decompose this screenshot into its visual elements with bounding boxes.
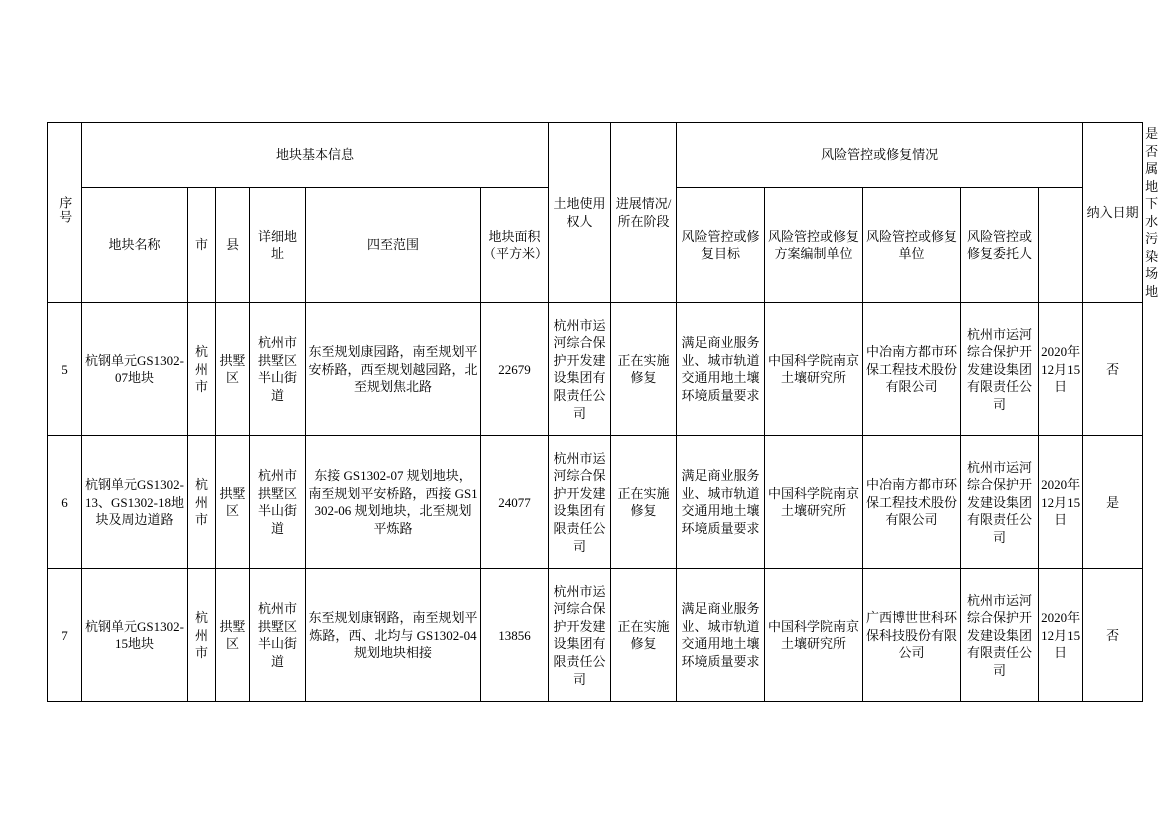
table-container [47,122,1159,702]
cell-goal: 满足商业服务业、城市轨道交通用地土壤环境质量要求 [677,569,765,702]
cell-boundary: 东至规划康园路，南至规划平安桥路，西至规划越园路，北至规划焦北路 [306,303,481,436]
table-row [48,303,1143,436]
cell-city: 杭州市 [188,436,216,569]
cell-repair-unit: 广西博世世科环保科技股份有限公司 [863,569,961,702]
cell-groundwater: 否 [1083,303,1143,436]
cell-index: 5 [48,303,82,436]
cell-goal: 满足商业服务业、城市轨道交通用地土壤环境质量要求 [677,436,765,569]
cell-client: 杭州市运河综合保护开发建设集团有限责任公司 [961,436,1039,569]
cell-plan-unit: 中国科学院南京土壤研究所 [765,436,863,569]
cell-client: 杭州市运河综合保护开发建设集团有限责任公司 [961,569,1039,702]
header-area: 地块面积（平方米） [481,187,549,303]
cell-plan-unit: 中国科学院南京土壤研究所 [765,569,863,702]
cell-area: 13856 [481,569,549,702]
cell-county: 拱墅区 [216,303,250,436]
cell-land-user: 杭州市运河综合保护开发建设集团有限责任公司 [549,303,611,436]
cell-index: 7 [48,569,82,702]
cell-land-user: 杭州市运河综合保护开发建设集团有限责任公司 [549,436,611,569]
cell-repair-unit: 中冶南方都市环保工程技术股份有限公司 [863,436,961,569]
cell-stage: 正在实施修复 [611,569,677,702]
cell-city: 杭州市 [188,303,216,436]
header-plot-name: 地块名称 [82,187,188,303]
cell-plot-name: 杭钢单元GS1302-07地块 [82,303,188,436]
cell-boundary: 东接 GS1302-07 规划地块，南至规划平安桥路，西接 GS1302-06 规划地块，北至规划平炼路 [306,436,481,569]
cell-address: 杭州市拱墅区半山街道 [250,303,306,436]
cell-groundwater: 否 [1083,569,1143,702]
header-client: 风险管控或修复委托人 [961,187,1039,303]
cell-groundwater: 是 [1083,436,1143,569]
cell-address: 杭州市拱墅区半山街道 [250,569,306,702]
contaminated-sites-table [47,122,1159,702]
cell-stage: 正在实施修复 [611,436,677,569]
cell-county: 拱墅区 [216,436,250,569]
cell-area: 22679 [481,303,549,436]
header-land-user: 土地使用权人 [549,123,611,303]
cell-boundary: 东至规划康钢路，南至规划平炼路，西、北均与 GS1302-04 规划地块相接 [306,569,481,702]
cell-area: 24077 [481,436,549,569]
cell-county: 拱墅区 [216,569,250,702]
cell-city: 杭州市 [188,569,216,702]
table-header-group-row: 序号 地块基本信息 土地使用权人 进展情况/所在阶段 风险管控或修复情况 纳入日期 是否属地下水污染场地 [48,123,1143,188]
cell-listed-date: 2020年12月15日 [1039,303,1083,436]
cell-listed-date: 2020年12月15日 [1039,436,1083,569]
cell-plot-name: 杭钢单元GS1302-13、GS1302-18地块及周边道路 [82,436,188,569]
cell-goal: 满足商业服务业、城市轨道交通用地土壤环境质量要求 [677,303,765,436]
cell-plot-name: 杭钢单元GS1302-15地块 [82,569,188,702]
cell-land-user: 杭州市运河综合保护开发建设集团有限责任公司 [549,569,611,702]
header-city: 市 [188,187,216,303]
cell-stage: 正在实施修复 [611,303,677,436]
cell-client: 杭州市运河综合保护开发建设集团有限责任公司 [961,303,1039,436]
table-row [48,569,1143,702]
header-address: 详细地址 [250,187,306,303]
header-listed-date: 纳入日期 [1083,123,1143,303]
header-boundary: 四至范围 [306,187,481,303]
header-goal: 风险管控或修复目标 [677,187,765,303]
header-index: 序号 [48,123,82,303]
table-row [48,436,1143,569]
header-group-risk: 风险管控或修复情况 [677,123,1083,188]
cell-index: 6 [48,436,82,569]
header-group-basic: 地块基本信息 [82,123,549,188]
cell-repair-unit: 中冶南方都市环保工程技术股份有限公司 [863,303,961,436]
header-stage: 进展情况/所在阶段 [611,123,677,303]
cell-address: 杭州市拱墅区半山街道 [250,436,306,569]
header-county: 县 [216,187,250,303]
cell-listed-date: 2020年12月15日 [1039,569,1083,702]
header-plan-unit: 风险管控或修复方案编制单位 [765,187,863,303]
header-repair-unit: 风险管控或修复单位 [863,187,961,303]
cell-plan-unit: 中国科学院南京土壤研究所 [765,303,863,436]
